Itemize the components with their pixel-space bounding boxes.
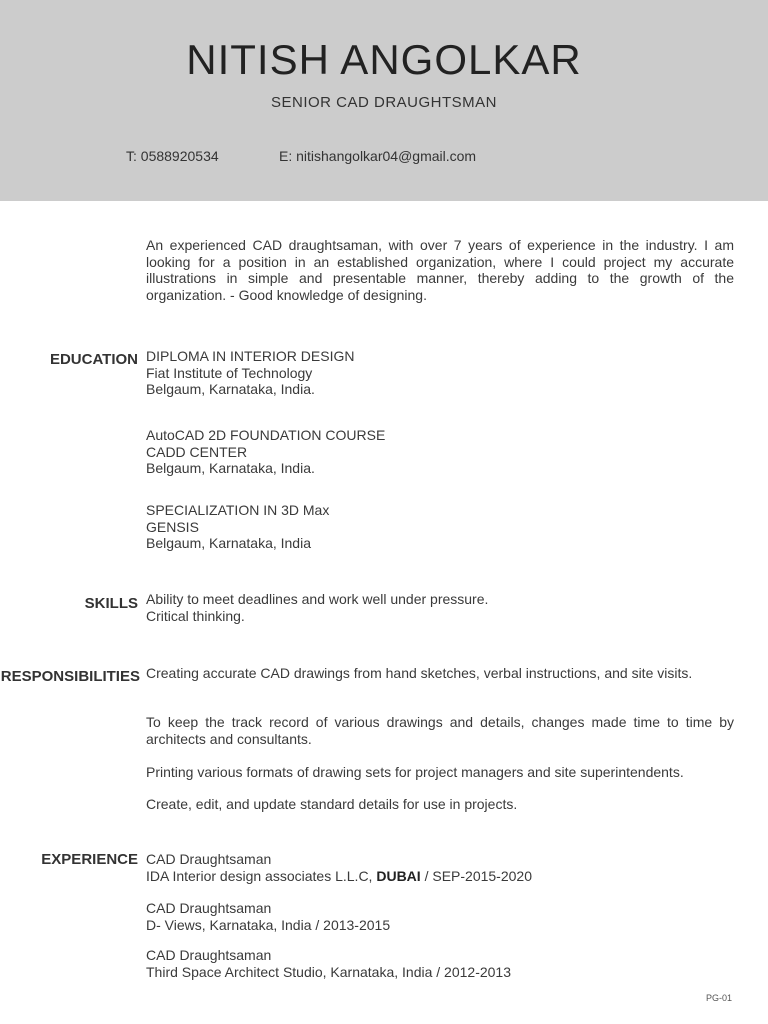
responsibility-item: Create, edit, and update standard details for use in projects. (146, 796, 518, 812)
email-address: E: nitishangolkar04@gmail.com (279, 148, 477, 164)
skills-heading: SKILLS (84, 595, 138, 612)
education-heading: EDUCATION (49, 351, 138, 368)
skills-list (146, 591, 734, 624)
education-location: Belgaum, Karnataka, India. (146, 460, 315, 476)
experience-role: CAD Draughtsaman (146, 947, 272, 963)
education-degree: AutoCAD 2D FOUNDATION COURSE (146, 427, 386, 443)
summary-paragraph: An experienced CAD draughtsaman, with over 7 years of experience in the industry. I am looking for a position in an established organization, where I could project my accurate illustrations in simple and presentable manner, thereby adding to the growth of the organization. - Good knowledge of designing. (146, 237, 734, 303)
education-institute: CADD CENTER (146, 443, 248, 460)
experience-item (146, 947, 734, 980)
experience-detail: D- Views, Karnataka, India / 2013-2015 (146, 916, 391, 933)
job-title: SENIOR CAD DRAUGHTSMAN (270, 94, 498, 111)
experience-city: DUBAI (376, 867, 421, 884)
education-degree: SPECIALIZATION IN 3D Max (146, 502, 330, 518)
candidate-name: NITISH ANGOLKAR (186, 36, 582, 83)
experience-role: CAD Draughtsaman (146, 851, 272, 867)
experience-role: CAD Draughtsaman (146, 900, 272, 916)
responsibility-item: Creating accurate CAD drawings from hand sketches, verbal instructions, and site visits. (146, 665, 693, 681)
experience-period: / SEP-2015-2020 (420, 867, 532, 884)
education-institute: GENSIS (146, 518, 199, 535)
experience-item (146, 900, 734, 933)
phone-number: T: 0588920534 (126, 148, 219, 164)
experience-detail: Third Space Architect Studio, Karnataka, India / 2012-2013 (146, 963, 512, 980)
responsibility-item: To keep the track record of various drawings and details, changes made time to time by architects and consultants. (146, 714, 734, 747)
responsibility-item: Printing various formats of drawing sets for project managers and site superintendents. (146, 764, 684, 780)
education-degree: DIPLOMA IN INTERIOR DESIGN (146, 348, 355, 364)
experience-heading: EXPERIENCE (41, 851, 138, 868)
experience-detail (146, 868, 734, 885)
education-institute: Fiat Institute of Technology (146, 364, 313, 381)
education-item (146, 502, 734, 552)
education-location: Belgaum, Karnataka, India. (146, 381, 315, 397)
page-number: PG-01 (705, 993, 732, 1003)
experience-company: IDA Interior design associates L.L.C, (146, 867, 377, 884)
education-item (146, 348, 734, 398)
responsibilities-heading: RESPONSIBILITIES (0, 668, 140, 685)
header-banner (0, 0, 768, 201)
skill-item: Ability to meet deadlines and work well under pressure. (146, 591, 489, 607)
skill-item: Critical thinking. (146, 607, 245, 624)
experience-item (146, 851, 734, 884)
education-item (146, 427, 734, 477)
education-location: Belgaum, Karnataka, India (146, 535, 311, 551)
